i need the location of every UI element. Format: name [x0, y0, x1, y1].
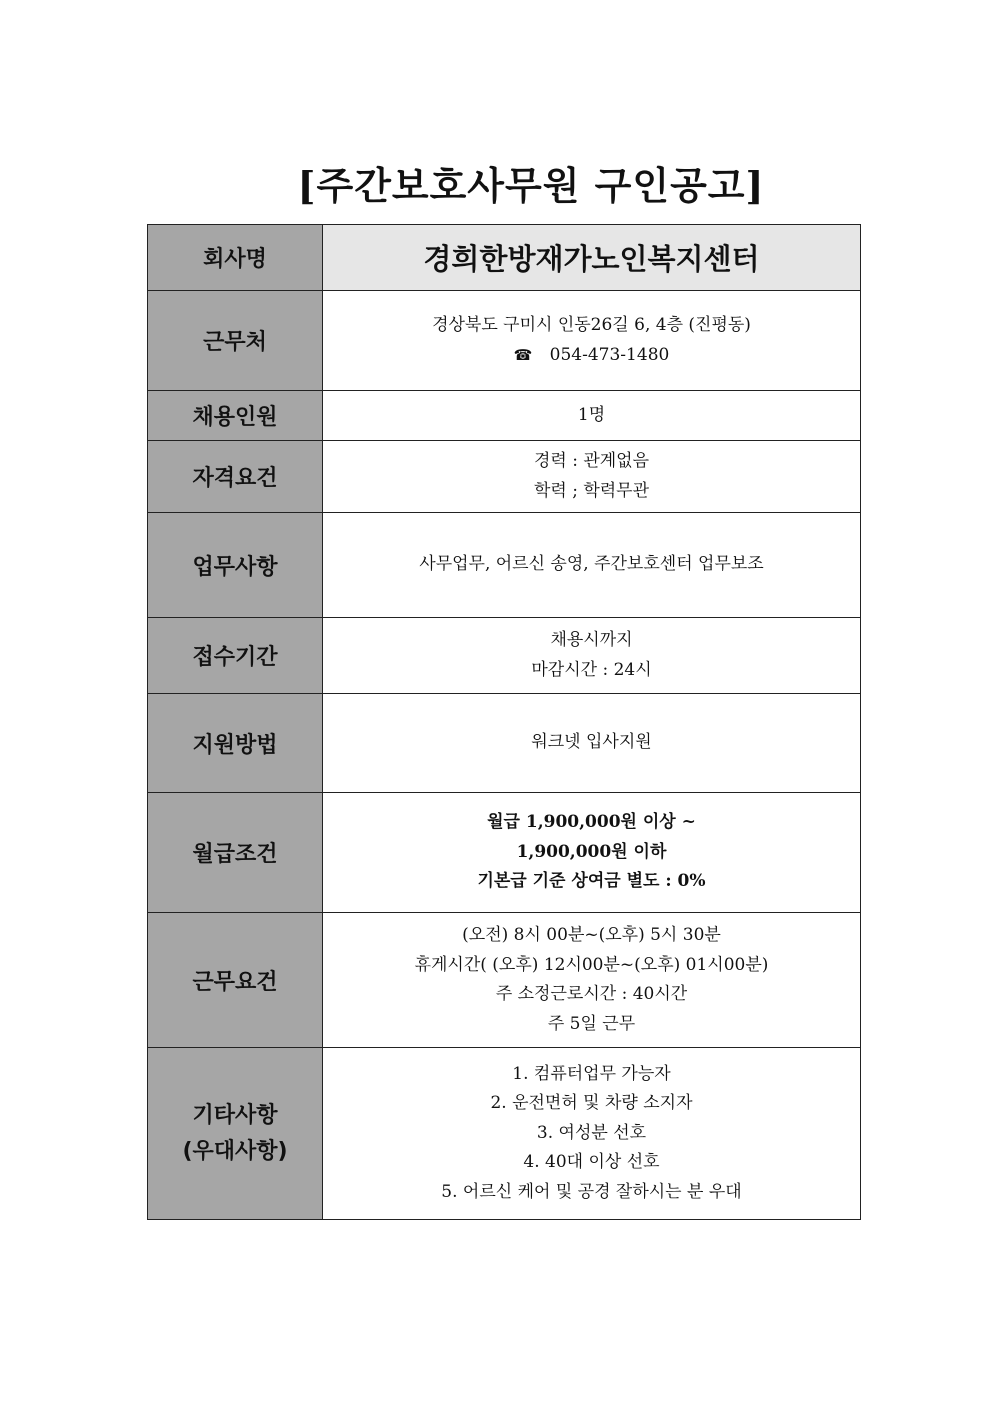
other-line: 5. 어르신 케어 및 공경 잘하시는 분 우대 [441, 1181, 742, 1202]
salary-label: 월급조건 [148, 793, 323, 913]
row-qualification [148, 441, 861, 513]
workplace-phone: 054-473-1480 [549, 344, 670, 365]
qualification-label: 자격요건 [148, 441, 323, 513]
row-company [148, 225, 861, 291]
apply-label: 지원방법 [148, 694, 323, 793]
other-line: 1. 컴퓨터업무 가능자 [512, 1063, 671, 1084]
salary-line: 월급 1,900,000원 이상 ~ [487, 812, 696, 833]
conditions-line: 주 소정근로시간 : 40시간 [495, 984, 688, 1004]
conditions-line: (오전) 8시 00분~(오후) 5시 30분 [462, 925, 721, 945]
row-period [148, 618, 861, 694]
page-title: [주간보호사무원 구인공고] [297, 163, 765, 208]
other-label [148, 1048, 323, 1220]
qualification-value [323, 441, 861, 513]
workplace-label: 근무처 [148, 291, 323, 391]
duties-value: 사무업무, 어르신 송영, 주간보호센터 업무보조 [323, 513, 861, 618]
period-value [323, 618, 861, 694]
row-other [148, 1048, 861, 1220]
company-label: 회사명 [148, 225, 323, 291]
conditions-line: 주 5일 근무 [547, 1013, 636, 1034]
row-headcount [148, 391, 861, 441]
other-line: 3. 여성분 선호 [536, 1122, 647, 1143]
other-value [323, 1048, 861, 1220]
phone-icon: ☎ [513, 345, 533, 364]
conditions-label: 근무요건 [148, 913, 323, 1048]
headcount-label: 채용인원 [148, 391, 323, 441]
qualification-line: 학력 ; 학력무관 [533, 480, 650, 501]
apply-value: 워크넷 입사지원 [323, 694, 861, 793]
workplace-phone-line [323, 341, 860, 371]
row-workplace [148, 291, 861, 391]
salary-value [323, 793, 861, 913]
period-label: 접수기간 [148, 618, 323, 694]
conditions-value [323, 913, 861, 1048]
row-apply [148, 694, 861, 793]
other-label-line2: (우대사항) [182, 1138, 288, 1164]
job-posting-table [147, 224, 861, 1220]
salary-line: 1,900,000원 이하 [516, 841, 667, 862]
company-name: 경희한방재가노인복지센터 [323, 225, 861, 291]
other-label-line1: 기타사항 [192, 1102, 278, 1128]
duties-label: 업무사항 [148, 513, 323, 618]
row-conditions [148, 913, 861, 1048]
period-line: 마감시간 : 24시 [531, 659, 652, 680]
workplace-value [323, 291, 861, 391]
qualification-line: 경력 : 관계없음 [533, 451, 650, 471]
period-line: 채용시까지 [550, 630, 633, 650]
headcount-value: 1명 [323, 391, 861, 441]
other-line: 2. 운전면허 및 차량 소지자 [490, 1093, 693, 1114]
salary-line: 기본급 기준 상여금 별도 : 0% [477, 871, 706, 892]
row-salary [148, 793, 861, 913]
workplace-address: 경상북도 구미시 인동26길 6, 4층 (진평동) [432, 315, 751, 335]
other-line: 4. 40대 이상 선호 [523, 1152, 660, 1173]
conditions-line: 휴게시간( (오후) 12시00분~(오후) 01시00분) [414, 954, 769, 975]
row-duties [148, 513, 861, 618]
